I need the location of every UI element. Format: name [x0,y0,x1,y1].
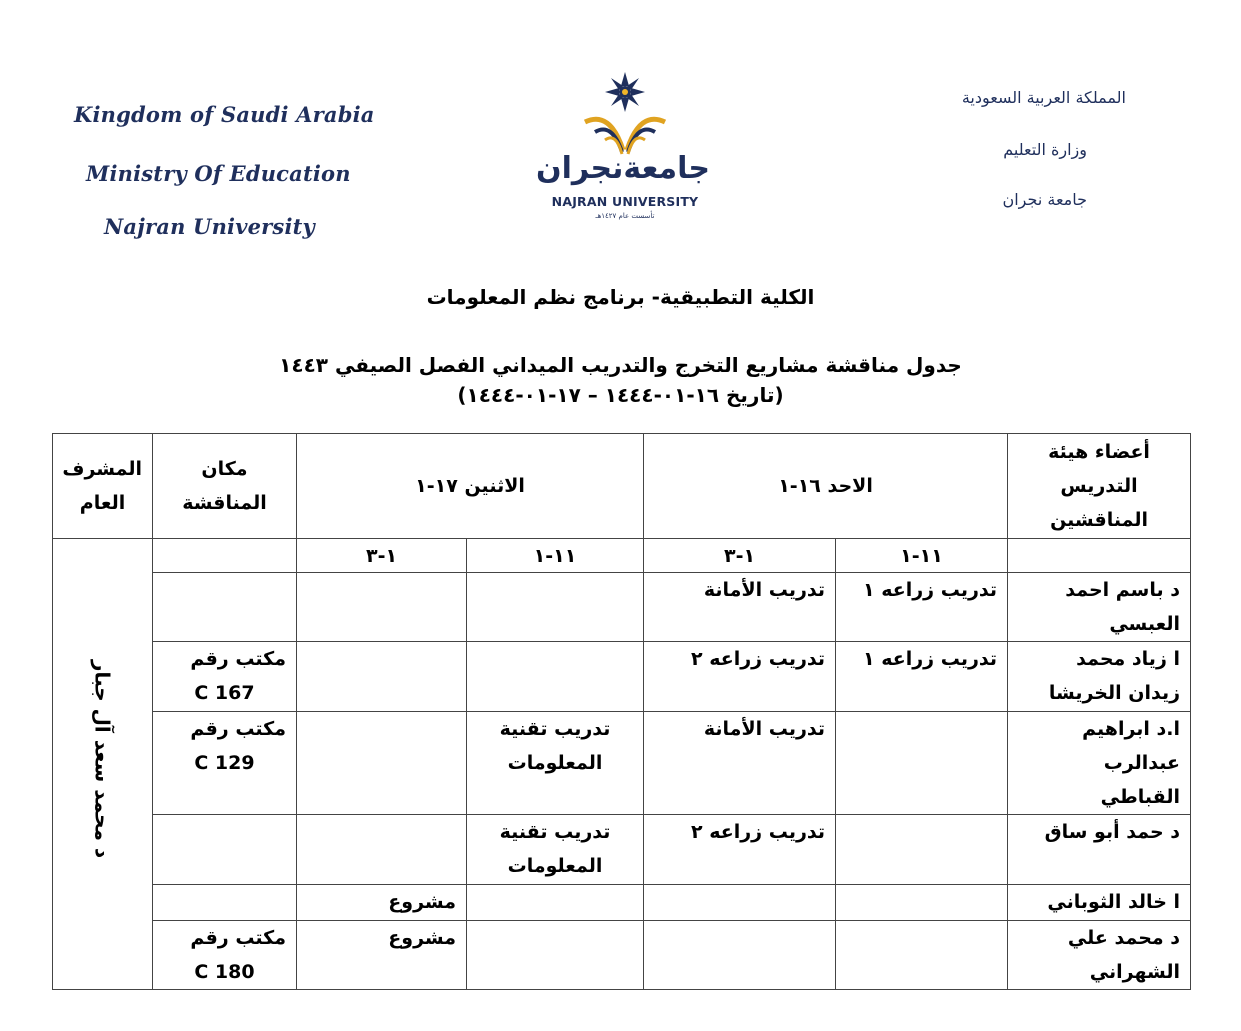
monday-2-cell: مشروع [297,885,467,921]
monday-2-cell [297,573,467,642]
monday-1-cell [467,642,644,712]
monday-1-cell: تدريب تقنية المعلومات [467,712,644,815]
sunday-1-cell [836,712,1008,815]
location-cell [153,642,297,712]
arabic-header-kingdom: المملكة العربية السعودية [961,88,1126,107]
english-header-kingdom: Kingdom of Saudi Arabia [74,102,375,127]
faculty-name: د حمد أبو ساق [1008,815,1191,885]
sunday-2-cell [644,921,836,990]
sunday-2-cell: تدريب الأمانة [644,573,836,642]
table-row [53,885,1191,921]
monday-2-cell [297,815,467,885]
english-header-ministry: Ministry Of Education [86,161,351,186]
table-header-row [53,434,1191,539]
sunday-1-cell: تدريب زراعه ١ [836,642,1008,712]
faculty-name: ا خالد الثوباني [1008,885,1191,921]
location-cell [153,573,297,642]
sunday-1-cell [836,885,1008,921]
sunday-1-cell [836,815,1008,885]
faculty-header: أعضاء هيئة التدريس المناقشين [1008,434,1191,539]
monday-2-cell: مشروع [297,921,467,990]
sunday-header: الاحد ١٦-١ [644,434,1008,539]
monday-2-cell [297,712,467,815]
location-code: C 180 [194,961,255,983]
slot-sunday-1: ١١-١ [836,539,1008,573]
location-cell [153,712,297,815]
table-row [53,642,1191,712]
location-cell [153,921,297,990]
slot-monday-1: ١١-١ [467,539,644,573]
location-code: C 129 [194,752,255,774]
monday-1-cell [467,573,644,642]
faculty-name: د محمد علي الشهراني [1008,921,1191,990]
schedule-title: جدول مناقشة مشاريع التخرج والتدريب الميداني الفصل الصيفي ١٤٤٣ [279,353,962,377]
sunday-2-cell: تدريب الأمانة [644,712,836,815]
location-label: مكتب رقم [190,648,286,670]
sunday-2-cell: تدريب زراعه ٢ [644,642,836,712]
monday-1-cell [467,921,644,990]
supervisor-header: المشرف العام [53,434,153,539]
slot-monday-2: ١-٣ [297,539,467,573]
sunday-2-cell: تدريب زراعه ٢ [644,815,836,885]
supervisor-name: د محمد سعد آل جبار [90,660,115,859]
discussion-schedule-table [52,433,1191,990]
faculty-name: د باسم احمد العبسي [1008,573,1191,642]
table-row [53,815,1191,885]
slot-empty-cell [1008,539,1191,573]
schedule-dates: (تاريخ ١٦-٠١-١٤٤٤ – ١٧-٠١-١٤٤٤) [457,383,784,407]
time-slot-row [53,539,1191,573]
sunday-1-cell: تدريب زراعه ١ [836,573,1008,642]
location-code: C 167 [194,682,255,704]
logo-emblem-icon [540,70,710,160]
monday-2-cell [297,642,467,712]
location-cell [153,885,297,921]
najran-university-logo [535,70,710,230]
english-header-university: Najran University [104,214,315,239]
location-label: مكتب رقم [190,718,286,740]
location-header: مكان المناقشة [153,434,297,539]
faculty-name: ا.د ابراهيم عبدالرب القباطي [1008,712,1191,815]
monday-1-cell [467,885,644,921]
table-row [53,712,1191,815]
logo-established: تأسست عام ١٤٢٧هـ [595,212,655,220]
faculty-name: ا زياد محمد زيدان الخريشا [1008,642,1191,712]
logo-english-name: NAJRAN UNIVERSITY [551,194,699,209]
location-cell [153,815,297,885]
sunday-2-cell [644,885,836,921]
college-title: الكلية التطبيقية- برنامج نظم المعلومات [426,285,815,309]
arabic-header-university: جامعة نجران [1002,190,1087,209]
monday-1-cell: تدريب تقنية المعلومات [467,815,644,885]
arabic-header-ministry: وزارة التعليم [1003,140,1087,159]
monday-header: الاثنين ١٧-١ [297,434,644,539]
supervisor-cell [53,539,153,990]
slot-location-cell [153,539,297,573]
slot-sunday-2: ١-٣ [644,539,836,573]
location-label: مكتب رقم [190,927,286,949]
logo-arabic-name: جامعةنجران [535,151,710,186]
table-row [53,921,1191,990]
sunday-1-cell [836,921,1008,990]
table-row [53,573,1191,642]
